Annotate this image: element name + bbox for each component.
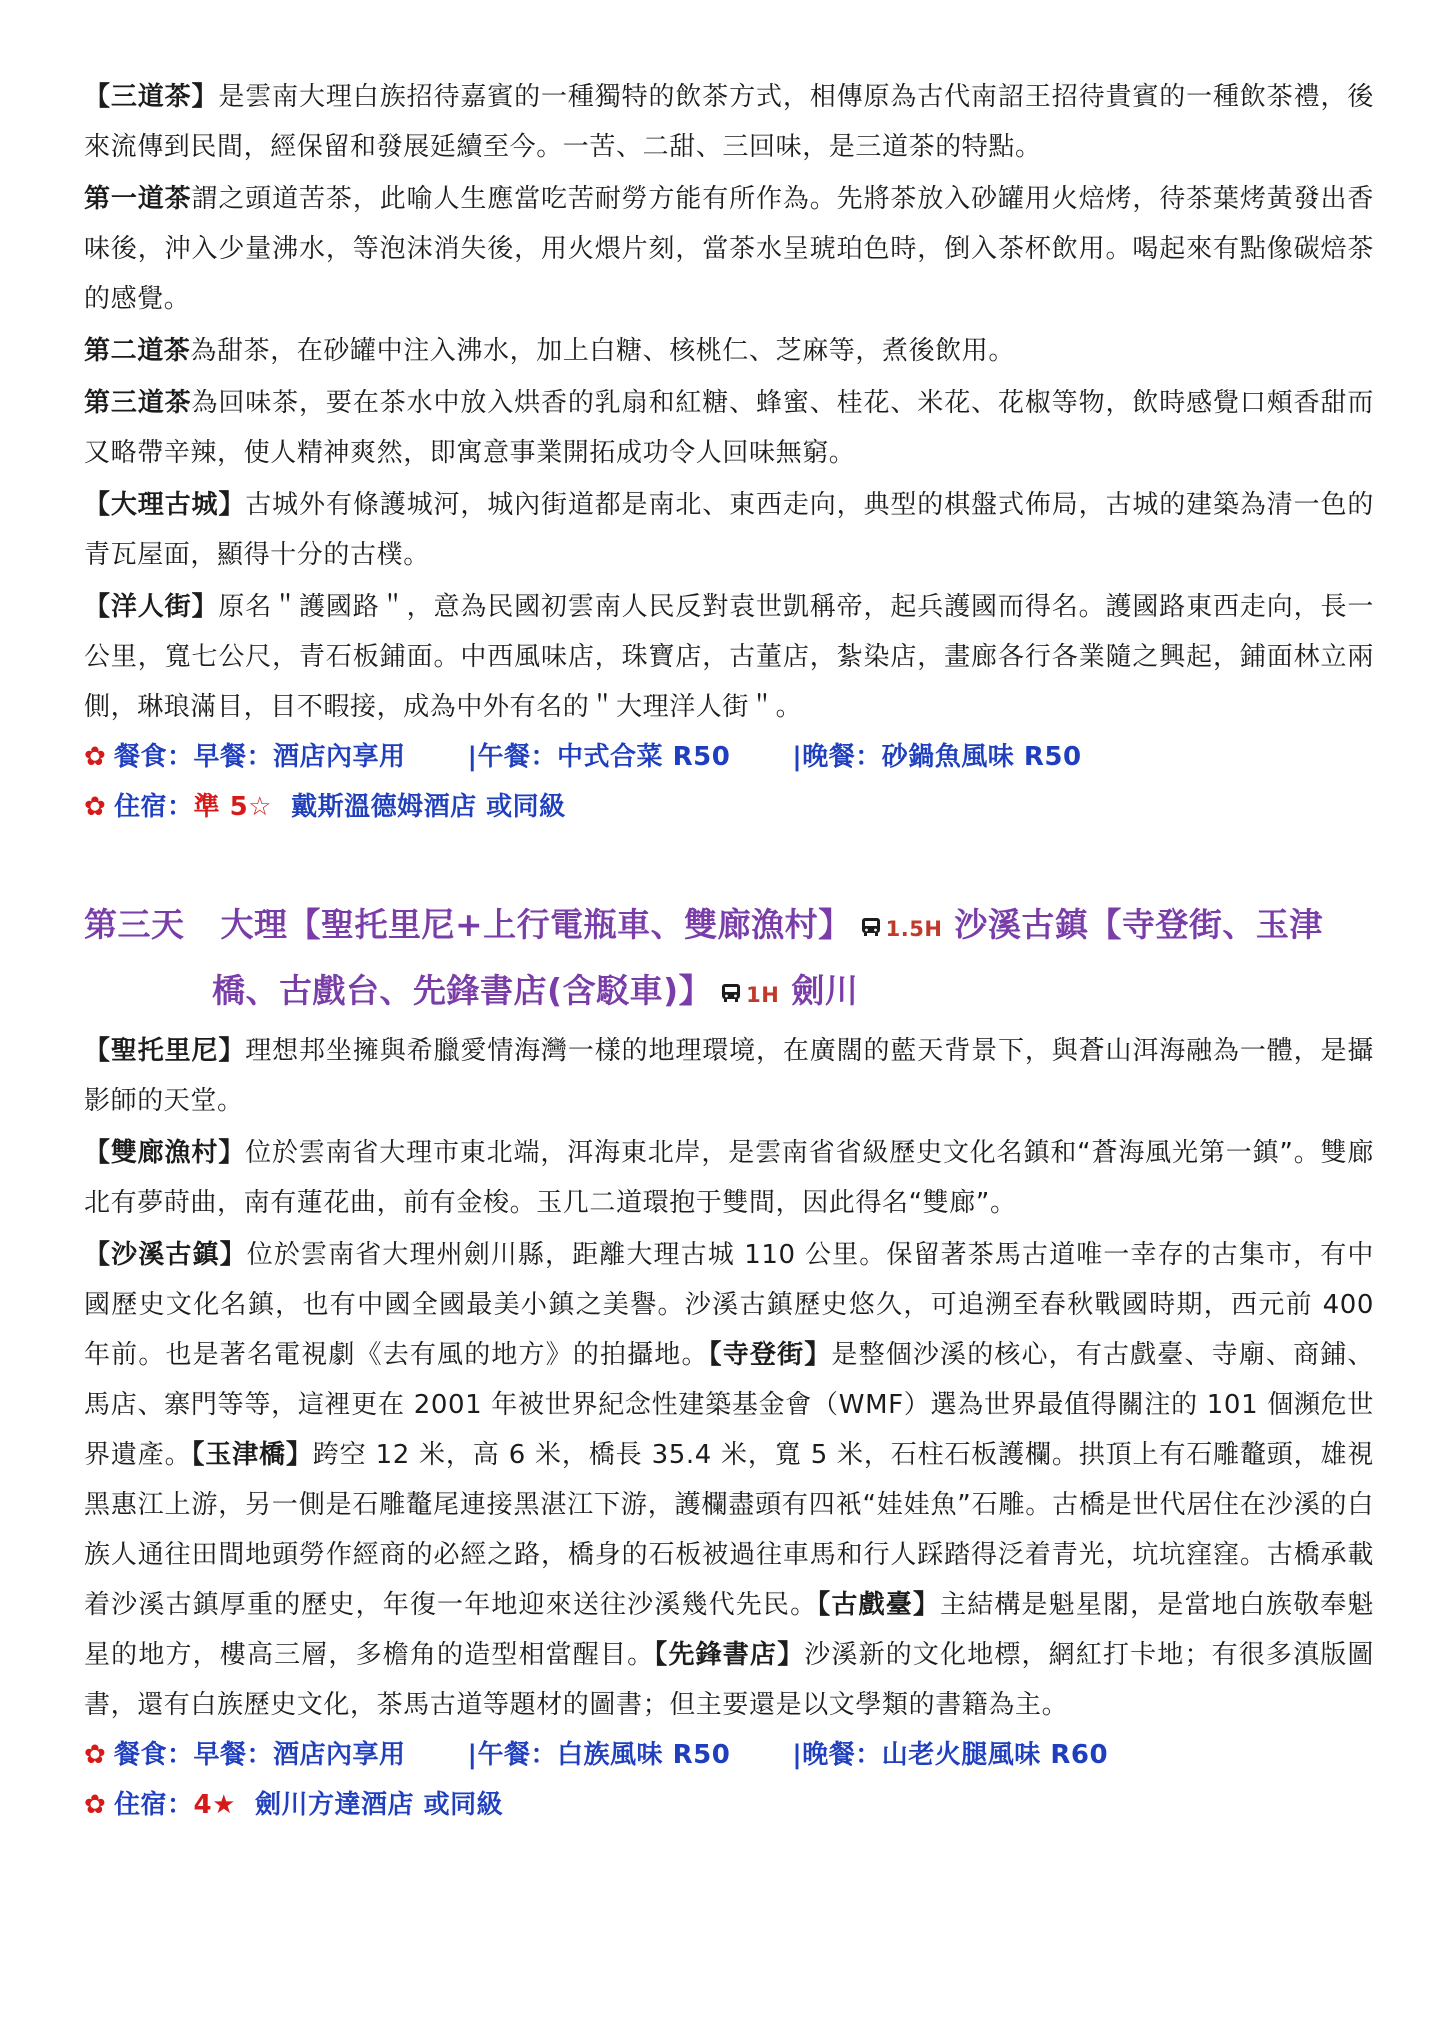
meal-label: 餐食：	[114, 1740, 194, 1770]
paragraph-san-dao-cha	[84, 72, 1374, 172]
text-sideng-street: 是整個沙溪的核心，有古戲臺、寺廟、商鋪、馬店、寨門等等，這裡更在 2001 年被世界紀念性建築基金會（WMF）選為世界最值得關注的 101 個瀕危世界遺產。	[84, 1340, 1374, 1470]
heading-shaxi: 【沙溪古鎮】	[84, 1240, 247, 1270]
paragraph-second-tea	[84, 326, 1374, 376]
dinner: |晚餐：砂鍋魚風味 R50	[792, 742, 1082, 772]
text-shuanglang: 位於雲南省大理市東北端，洱海東北岸，是雲南省省級歷史文化名鎮和“蒼海風光第一鎮”。雙廊北有夢莳曲，南有蓮花曲，前有金梭。玉几二道環抱于雙間，因此得名“雙廊”。	[84, 1138, 1374, 1218]
heading-third-tea: 第三道茶	[84, 388, 192, 418]
flower-icon: ✿	[84, 742, 107, 772]
duration-2: 1H	[746, 983, 780, 1007]
day2-hotel	[84, 782, 1374, 832]
day3-route-part4: 劍川	[791, 971, 859, 1010]
bus-icon	[860, 896, 882, 958]
text-foreigner-street: 原名＂護國路＂，意為民國初雲南人民反對袁世凱稱帝，起兵護國而得名。護國路東西走向，長一公里，寬七公尺，青石板鋪面。中西風味店，珠寶店，古董店，紮染店，畫廊各行各業隨之興起，鋪面林立兩側，琳琅滿目，目不暇接，成為中外有名的＂大理洋人街＂。	[84, 592, 1374, 722]
hotel-grade: 準 5	[193, 792, 249, 822]
day3-route-part2: 沙溪古鎮【寺登街、玉津	[954, 905, 1323, 944]
heading-second-tea: 第二道茶	[84, 336, 191, 366]
hotel-label: 住宿：	[114, 792, 194, 822]
lunch: |午餐：中式合菜 R50	[467, 742, 731, 772]
paragraph-santorini	[84, 1026, 1374, 1126]
day3-title-line2	[84, 960, 1374, 1026]
flower-icon: ✿	[84, 1790, 107, 1820]
day3-label: 第三天	[84, 905, 185, 944]
text-third-tea: 為回味茶，要在茶水中放入烘香的乳扇和紅糖、蜂蜜、桂花、米花、花椒等物，飲時感覺口頰香甜而又略帶辛辣，使人精神爽然，即寓意事業開拓成功令人回味無窮。	[84, 388, 1374, 468]
day3-title	[84, 894, 1374, 1026]
heading-dali-old-town: 【大理古城】	[84, 490, 246, 520]
duration-1: 1.5H	[885, 917, 943, 941]
heading-san-dao-cha: 【三道茶】	[84, 82, 219, 112]
bus-icon	[720, 962, 742, 1024]
hotel-label: 住宿：	[114, 1790, 194, 1820]
text-pioneer-bookstore: 沙溪新的文化地標，網紅打卡地；有很多滇版圖書，還有白族歷史文化，茶馬古道等題材的圖書；但主要還是以文學類的書籍為主。	[84, 1640, 1374, 1720]
paragraph-dali-old-town	[84, 480, 1374, 580]
text-san-dao-cha: 是雲南大理白族招待嘉賓的一種獨特的飲茶方式，相傳原為古代南詔王招待貴賓的一種飲茶禮，後來流傳到民間，經保留和發展延續至今。一苦、二甜、三回味，是三道茶的特點。	[84, 82, 1374, 162]
breakfast: 早餐：酒店內享用	[193, 1740, 406, 1770]
text-shaxi: 位於雲南省大理州劍川縣，距離大理古城 110 公里。保留著茶馬古道唯一幸存的古集市，有中國歷史文化名鎮，也有中國全國最美小鎮之美譽。沙溪古鎮歷史悠久，可追溯至春秋戰國時期，西元前 400 年前。也是著名電視劇《去有風的地方》的拍攝地。	[84, 1240, 1374, 1370]
dinner: |晚餐：山老火腿風味 R60	[792, 1740, 1109, 1770]
text-santorini: 理想邦坐擁與希臘愛情海灣一樣的地理環境，在廣闊的藍天背景下，與蒼山洱海融為一體，是攝影師的天堂。	[84, 1036, 1375, 1116]
heading-foreigner-street: 【洋人街】	[84, 592, 219, 622]
flower-icon: ✿	[84, 1740, 107, 1770]
day3-route-part1: 大理【聖托里尼+上行電瓶車、雙廊漁村】	[220, 905, 852, 944]
heading-pioneer-bookstore: 【先鋒書店】	[654, 1640, 805, 1670]
text-dali-old-town: 古城外有條護城河，城內街道都是南北、東西走向，典型的棋盤式佈局，古城的建築為清一色的青瓦屋面，顯得十分的古樸。	[84, 490, 1375, 570]
text-ancient-stage: 主結構是魁星閣，是當地白族敬奉魁星的地方，樓高三層，多檐角的造型相當醒目。	[84, 1590, 1375, 1670]
text-first-tea: 謂之頭道苦茶，此喻人生應當吃苦耐勞方能有所作為。先將茶放入砂罐用火焙烤，待茶葉烤黃發出香味後，沖入少量沸水，等泡沫消失後，用火煨片刻，當茶水呈琥珀色時，倒入茶杯飲用。喝起來有點像碳焙茶的感覺。	[84, 184, 1374, 314]
day2-meals	[84, 732, 1374, 782]
hotel-name: 戴斯溫德姆酒店 或同級	[291, 792, 566, 822]
hotel-grade: 4	[193, 1790, 213, 1820]
paragraph-foreigner-street	[84, 582, 1374, 732]
star-outline-icon: ☆	[248, 792, 272, 822]
day3-route-part3: 橋、古戲台、先鋒書店(含駁車)】	[212, 971, 713, 1010]
heading-yujin-bridge: 【玉津橋】	[191, 1440, 313, 1470]
paragraph-third-tea	[84, 378, 1374, 478]
day3-meals	[84, 1730, 1374, 1780]
flower-icon: ✿	[84, 792, 107, 822]
paragraph-first-tea	[84, 174, 1374, 324]
heading-shuanglang: 【雙廊漁村】	[84, 1138, 246, 1168]
heading-sideng-street: 【寺登街】	[708, 1340, 832, 1370]
meal-label: 餐食：	[114, 742, 194, 772]
lunch: |午餐：白族風味 R50	[467, 1740, 731, 1770]
text-yujin-bridge: 跨空 12 米，高 6 米，橋長 35.4 米，寬 5 米，石柱石板護欄。拱頂上有石雕鼇頭，雄視黑惠江上游，另一側是石雕鼇尾連接黑湛江下游，護欄盡頭有四衹“娃娃魚”石雕。古橋是世代居住在沙溪的白族人通往田間地頭勞作經商的必經之路，橋身的石板被過往車馬和行人踩踏得泛着青光，坑坑窪窪。古橋承載着沙溪古鎮厚重的歷史，年復一年地迎來送往沙溪幾代先民。	[84, 1440, 1374, 1620]
text-second-tea: 為甜茶，在砂罐中注入沸水，加上白糖、核桃仁、芝麻等，煮後飲用。	[190, 336, 1016, 366]
heading-first-tea: 第一道茶	[84, 184, 192, 214]
hotel-name: 劍川方達酒店 或同級	[255, 1790, 504, 1820]
paragraph-shaxi	[84, 1230, 1374, 1730]
heading-santorini: 【聖托里尼】	[84, 1036, 246, 1066]
day3-hotel	[84, 1780, 1374, 1830]
paragraph-shuanglang	[84, 1128, 1374, 1228]
star-filled-icon: ★	[212, 1790, 236, 1820]
breakfast: 早餐：酒店內享用	[193, 742, 406, 772]
heading-ancient-stage: 【古戲臺】	[817, 1590, 941, 1620]
itinerary-content	[84, 72, 1374, 1830]
